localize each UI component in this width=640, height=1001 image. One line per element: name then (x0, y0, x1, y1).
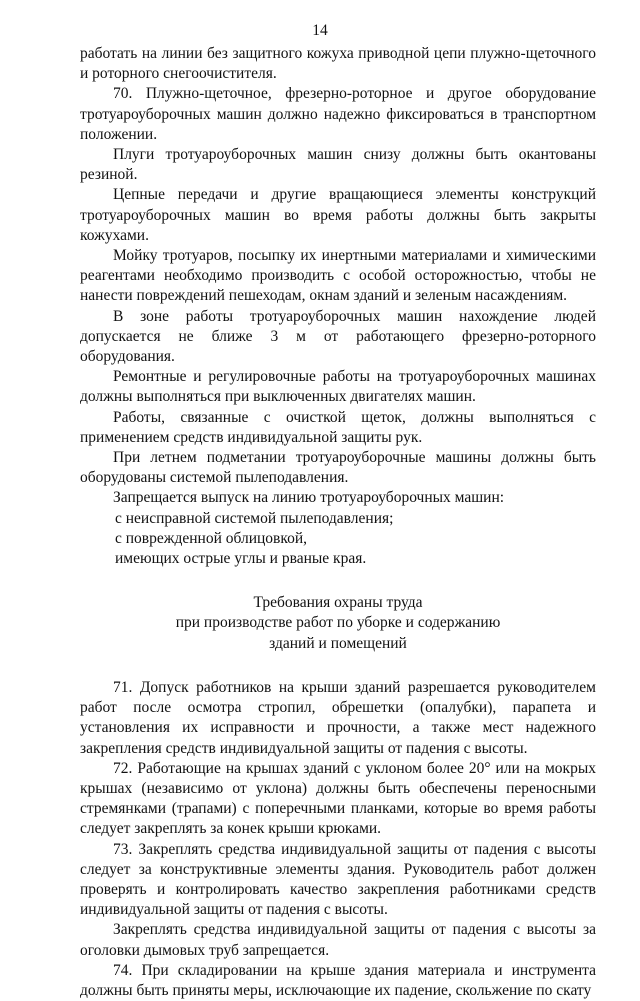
paragraph-item-71: 71. Допуск работников на крыши зданий разрешается руководителем работ после осмотра стропил, обрешетки (опалубки), парапета и установления их исправности и прочности, а также мест надежного закрепления средств индивидуальной защиты от падения с высоты. (80, 678, 596, 757)
paragraph-item-73: 73. Закреплять средства индивидуальной защиты от падения с высоты следует за конструктивные элементы здания. Руководитель работ должен проверять и контролировать качество закрепления работниками средств индивидуальной защиты от падения с высоты. (80, 840, 596, 919)
paragraph: работать на линии без защитного кожуха приводной цепи плужно-щеточного и роторного снегоочистителя. (80, 45, 596, 83)
heading-line: при производстве работ по уборке и содержанию (175, 614, 501, 632)
paragraph: Цепные передачи и другие вращающиеся элементы конструкций тротуароуборочных машин во время работы должны быть закрыты кожухами. (80, 186, 596, 244)
section-heading (80, 593, 596, 654)
paragraph-item-72: 72. Работающие на крышах зданий с уклоном более 20° или на мокрых крышах (независимо от уклона) должны быть обеспечены переносными стремянками (трапами) с поперечными планками, которые во время работы следует закреплять за конек крыши крюками. (80, 759, 596, 838)
heading-line: зданий и помещений (269, 634, 407, 652)
paragraph-item-74: 74. При складировании на крыше здания материала и инструмента должны быть приняты меры, исключающие их падение, скольжение по скату (80, 961, 596, 999)
paragraph: Плуги тротуароуборочных машин снизу должны быть окантованы резиной. (80, 146, 596, 184)
list-item: имеющих острые углы и рваные края. (115, 550, 367, 568)
paragraph: При летнем подметании тротуароуборочные машины должны быть оборудованы системой пылеподавления. (80, 449, 596, 487)
page-number: 14 (312, 22, 328, 39)
document-body (80, 44, 596, 1001)
list-item: с поврежденной облицовкой, (115, 529, 308, 547)
paragraph: Запрещается выпуск на линию тротуароуборочных машин: (113, 489, 505, 507)
paragraph: Мойку тротуаров, посыпку их инертными материалами и химическими реагентами необходимо производить с особой осторожностью, чтобы не нанести повреждений пешеходам, окнам зданий и зеленым насаждениям. (80, 247, 596, 305)
heading-line: Требования охраны труда (253, 594, 423, 612)
prohibition-list (80, 509, 596, 570)
list-item: с неисправной системой пылеподавления; (115, 509, 394, 527)
paragraph: В зоне работы тротуароуборочных машин нахождение людей допускается не ближе 3 м от работающего фрезерно-роторного оборудования. (80, 307, 596, 366)
paragraph-item-70: 70. Плужно-щеточное, фрезерно-роторное и другое оборудование тротуароуборочных машин должно надежно фиксироваться в транспортном положении. (80, 85, 596, 143)
paragraph: Ремонтные и регулировочные работы на тротуароуборочных машинах должны выполняться при выключенных двигателях машин. (80, 368, 596, 406)
paragraph: Работы, связанные с очисткой щеток, должны выполняться с применением средств индивидуальной защиты рук. (80, 408, 596, 446)
paragraph: Закреплять средства индивидуальной защиты от падения с высоты за оголовки дымовых труб запрещается. (80, 921, 596, 959)
